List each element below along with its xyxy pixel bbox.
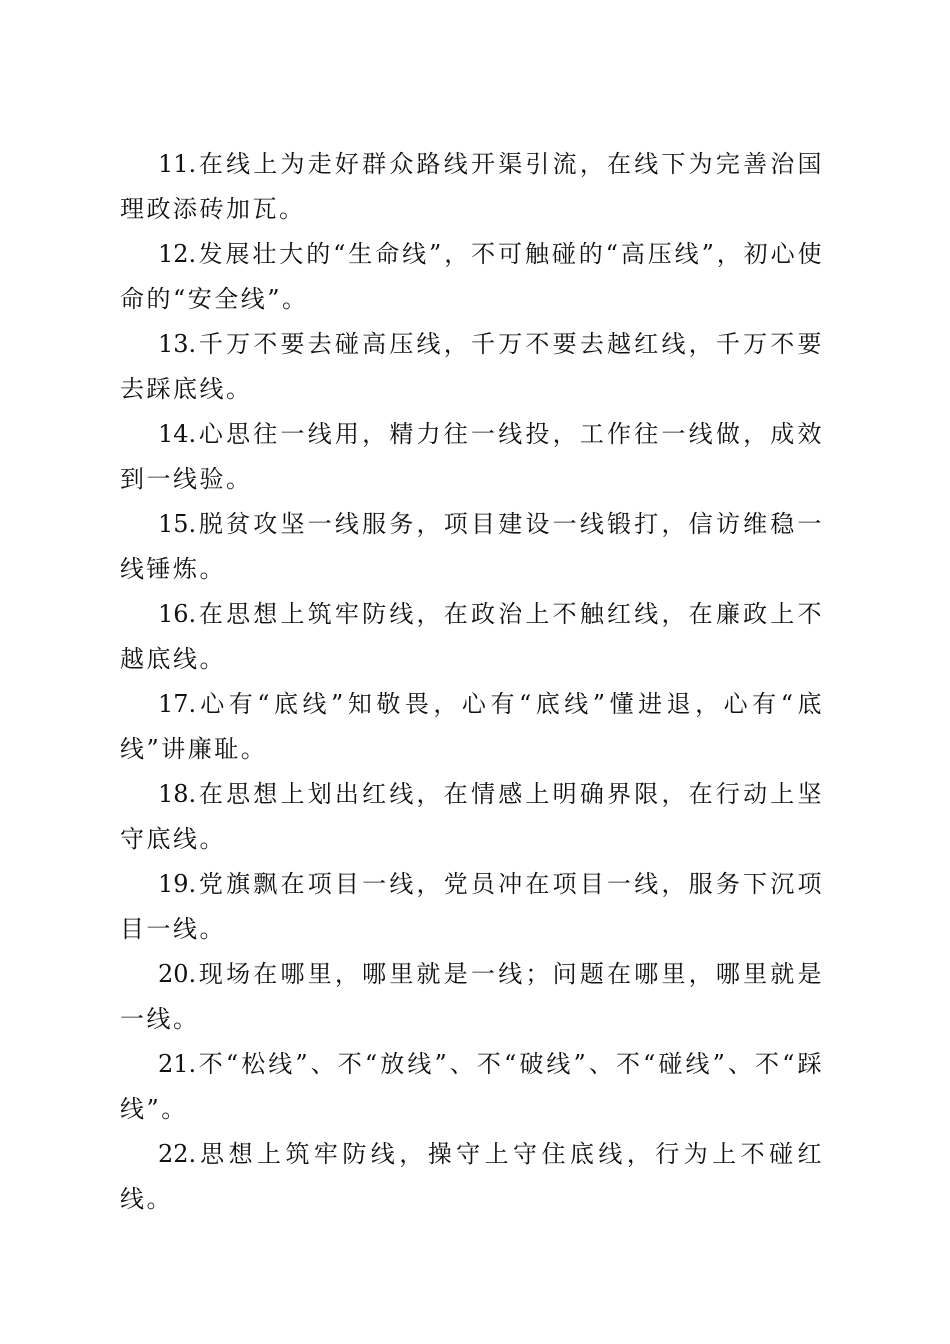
item-number: 13.	[158, 330, 197, 358]
list-item	[120, 682, 824, 772]
list-item	[120, 862, 824, 952]
list-item	[120, 1042, 824, 1132]
item-number: 20.	[158, 960, 197, 988]
item-number: 11.	[158, 150, 197, 178]
document-body	[120, 142, 824, 1222]
item-number: 21.	[158, 1050, 197, 1078]
item-text: 心有“底线”知敬畏，心有“底线”懂进退，心有“底线”讲廉耻。	[120, 690, 824, 763]
list-item	[120, 1132, 824, 1222]
item-text: 在思想上划出红线，在情感上明确界限，在行动上坚守底线。	[120, 780, 824, 853]
item-number: 14.	[158, 420, 197, 448]
list-item	[120, 592, 824, 682]
item-number: 17.	[158, 690, 197, 718]
item-number: 15.	[158, 510, 197, 538]
item-text: 在思想上筑牢防线，在政治上不触红线，在廉政上不越底线。	[120, 600, 824, 673]
item-text: 发展壮大的“生命线”，不可触碰的“高压线”，初心使命的“安全线”。	[120, 240, 824, 313]
item-number: 16.	[158, 600, 197, 628]
item-text: 脱贫攻坚一线服务，项目建设一线锻打，信访维稳一线锤炼。	[120, 510, 824, 583]
item-text: 在线上为走好群众路线开渠引流，在线下为完善治国理政添砖加瓦。	[120, 150, 824, 223]
item-text: 不“松线”、不“放线”、不“破线”、不“碰线”、不“踩线”。	[120, 1050, 824, 1123]
item-number: 12.	[158, 240, 197, 268]
item-number: 22.	[158, 1140, 197, 1168]
item-text: 心思往一线用，精力往一线投，工作往一线做，成效到一线验。	[120, 420, 824, 493]
list-item	[120, 952, 824, 1042]
item-text: 思想上筑牢防线，操守上守住底线，行为上不碰红线。	[120, 1140, 824, 1213]
item-text: 现场在哪里，哪里就是一线；问题在哪里，哪里就是一线。	[120, 960, 824, 1033]
list-item	[120, 772, 824, 862]
item-text: 党旗飘在项目一线，党员冲在项目一线，服务下沉项目一线。	[120, 870, 824, 943]
list-item	[120, 232, 824, 322]
list-item	[120, 142, 824, 232]
list-item	[120, 322, 824, 412]
item-text: 千万不要去碰高压线，千万不要去越红线，千万不要去踩底线。	[120, 330, 824, 403]
list-item	[120, 502, 824, 592]
item-number: 18.	[158, 780, 197, 808]
list-item	[120, 412, 824, 502]
item-number: 19.	[158, 870, 197, 898]
